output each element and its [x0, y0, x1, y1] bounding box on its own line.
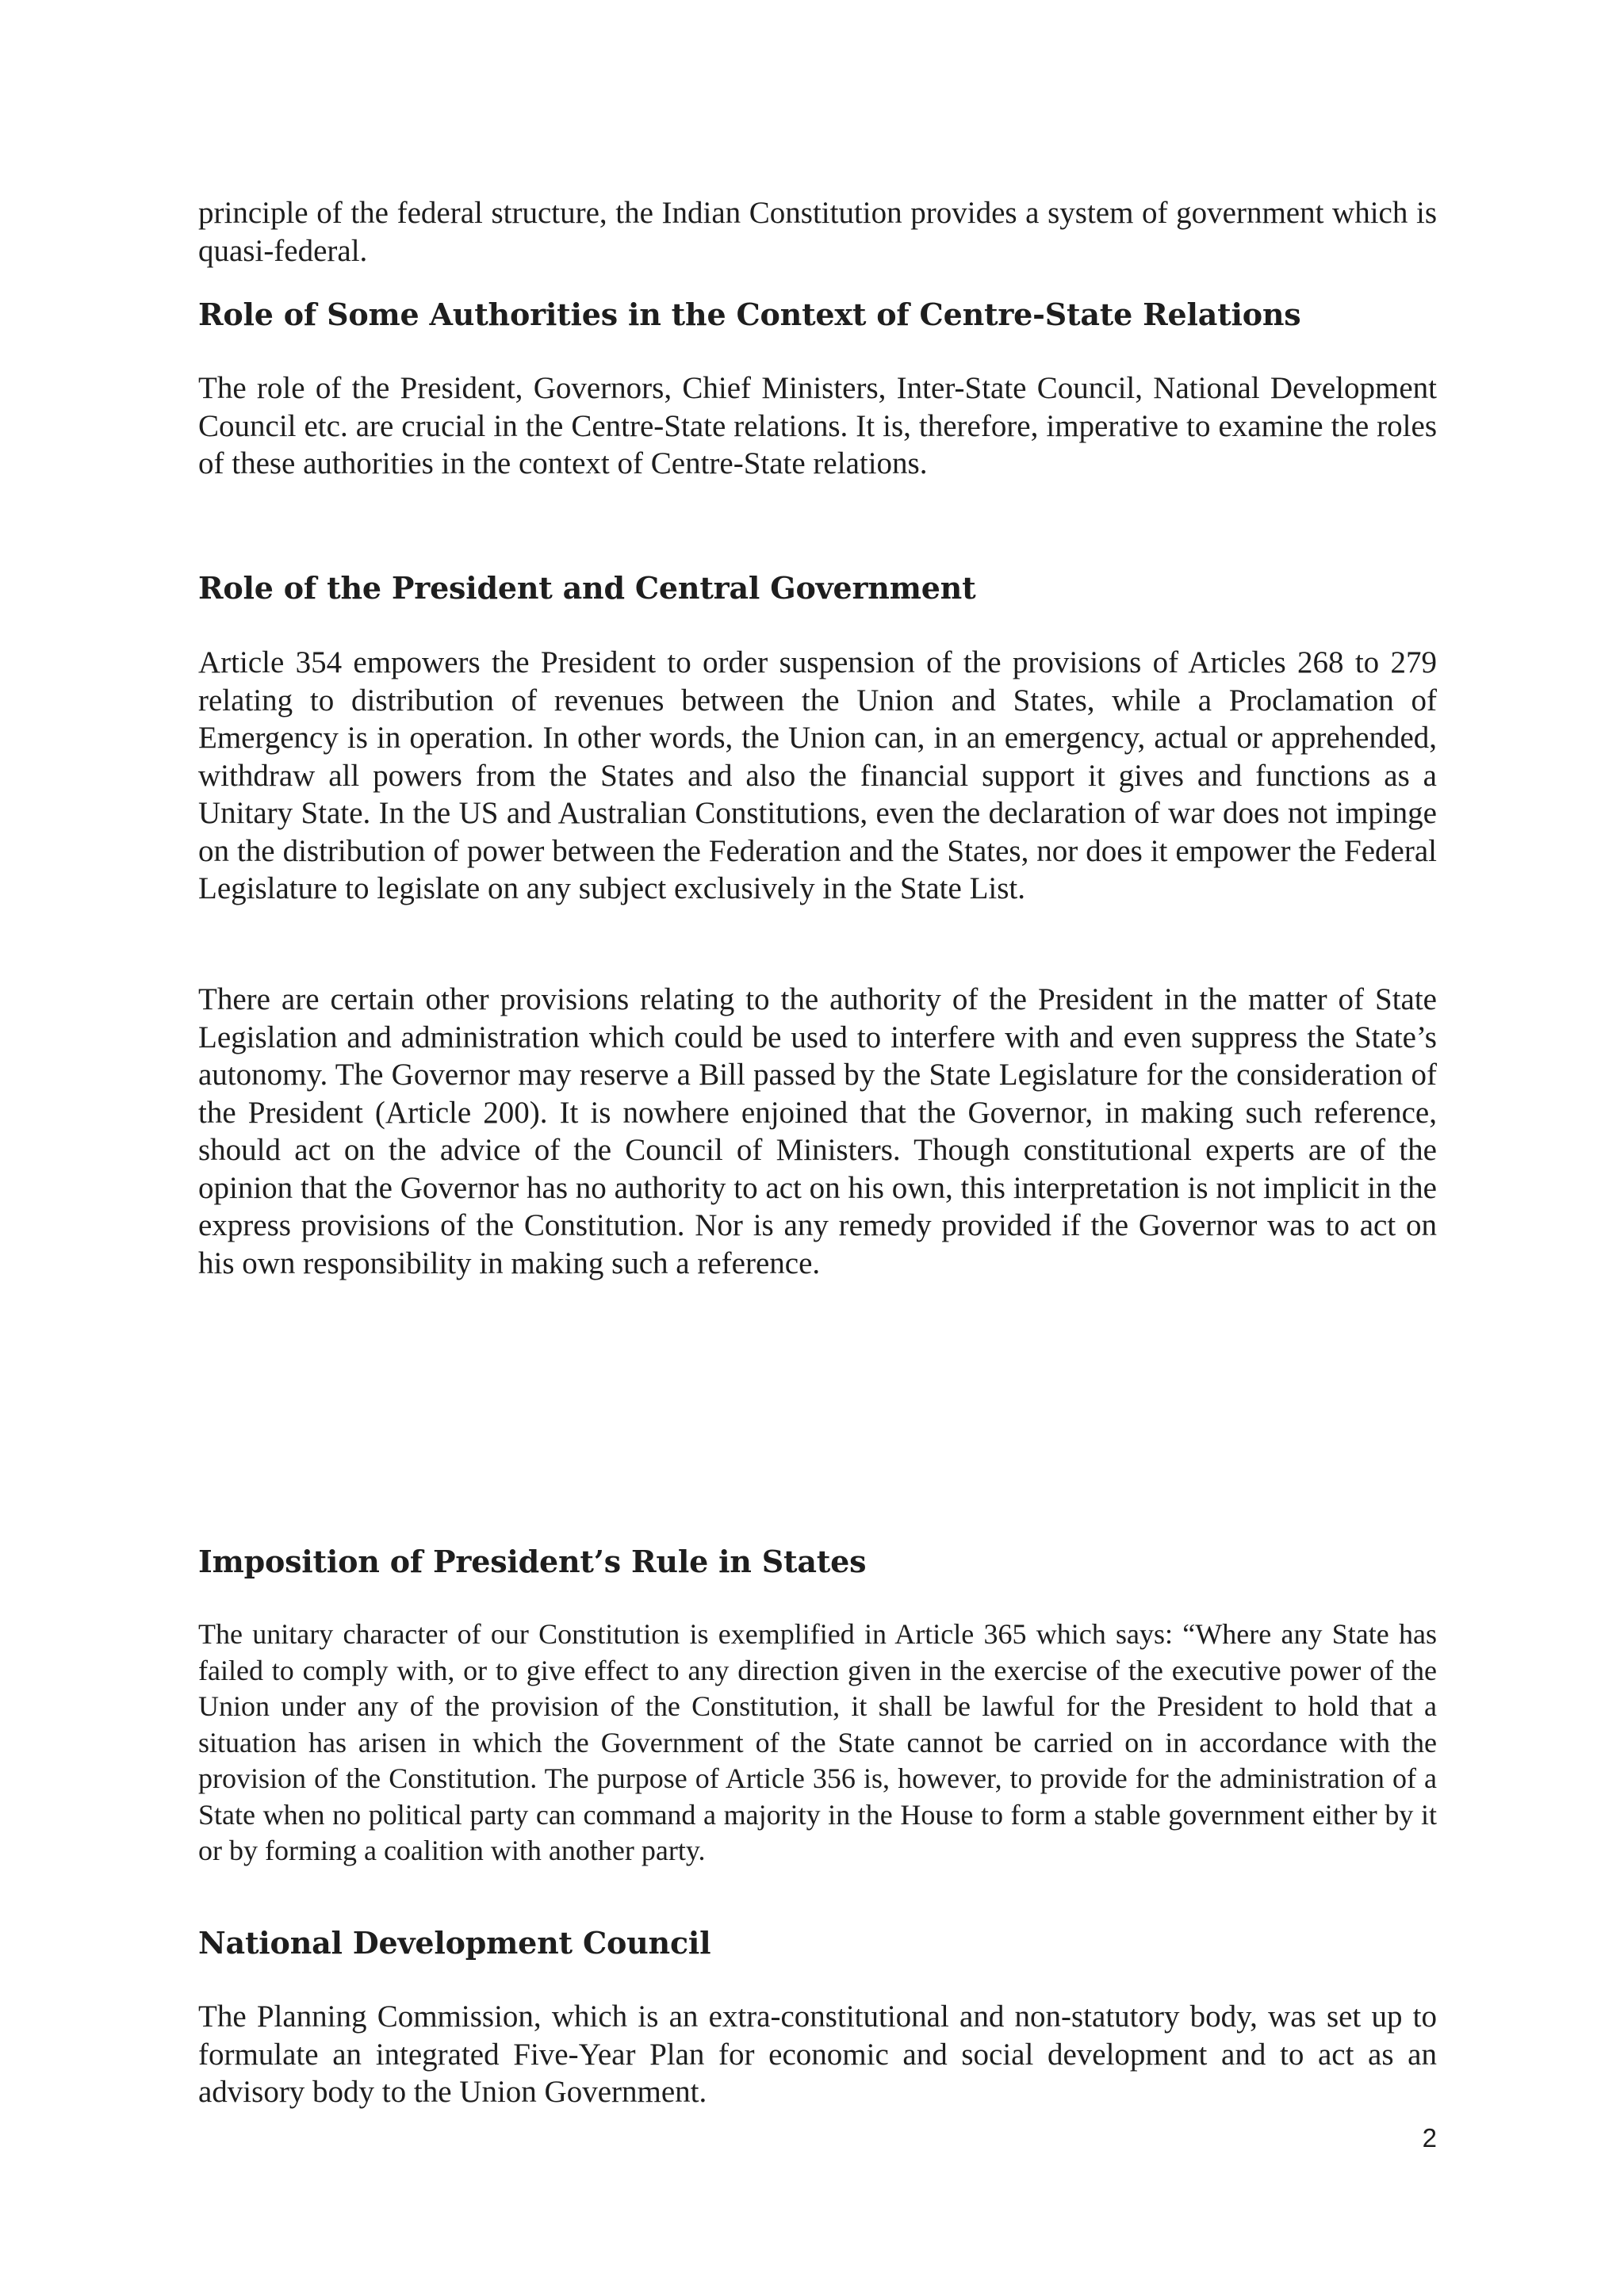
intro-paragraph: principle of the federal structure, the Indian Constitution provides a system of government which is quasi-federal.	[198, 196, 1437, 268]
heading-national-development-council: National Development Council	[198, 1925, 711, 1961]
heading-presidents-rule: Imposition of President’s Rule in States	[198, 1544, 867, 1579]
state-legislation-paragraph: There are certain other provisions relating to the authority of the President in the matter of State Legislation and administration which could be used to interfere with and even suppress the State’s autonomy. The Governor may reserve a Bill passed by the State Legislature for the consideration of the President (Article 200). It is nowhere enjoined that the Governor, in making such reference, should act on the advice of the Council of Ministers. Though constitutional experts are of the opinion that the Governor has no authority to act on his own, this interpretation is not implicit in the express provisions of the Constitution. Nor is any remedy provided if the Governor was to act on his own responsibility in making such a reference.	[198, 982, 1437, 1280]
page-number: 2	[1422, 2123, 1437, 2152]
planning-commission-paragraph: The Planning Commission, which is an extra-constitutional and non-statutory body, was set up to formulate an integrated Five-Year Plan for economic and social development and to act as an advisory body to the Union Government.	[198, 1999, 1437, 2109]
article-354-paragraph: Article 354 empowers the President to order suspension of the provisions of Articles 268 to 279 relating to distribution of revenues between the Union and States, while a Proclamation of Emergency is in operation. In other words, the Union can, in an emergency, actual or apprehended, withdraw all powers from the States and also the financial support it gives and functions as a Unitary State. In the US and Australian Constitutions, even the declaration of war does not impinge on the distribution of power between the Federation and the States, nor does it empower the Federal Legislature to legislate on any subject exclusively in the State List.	[198, 645, 1437, 905]
article-365-paragraph: The unitary character of our Constitution is exemplified in Article 365 which says: “Where any State has failed to comply with, or to give effect to any direction given in the exercise of the executive power of the Union under any of the provision of the Constitution, it shall be lawful for the President to hold that a situation has arisen in which the Government of the State cannot be carried on in accordance with the provision of the Constitution. The purpose of Article 356 is, however, to provide for the administration of a State when no political party can command a majority in the House to form a stable government either by it or by forming a coalition with another party.	[198, 1618, 1437, 1866]
authorities-paragraph: The role of the President, Governors, Chief Ministers, Inter-State Council, National Development Council etc. are crucial in the Centre-State relations. It is, therefore, imperative to examine the roles of these authorities in the context of Centre-State relations.	[198, 371, 1437, 480]
heading-role-of-authorities: Role of Some Authorities in the Context of Centre-State Relations	[198, 297, 1301, 332]
heading-role-of-president: Role of the President and Central Government	[198, 570, 976, 606]
